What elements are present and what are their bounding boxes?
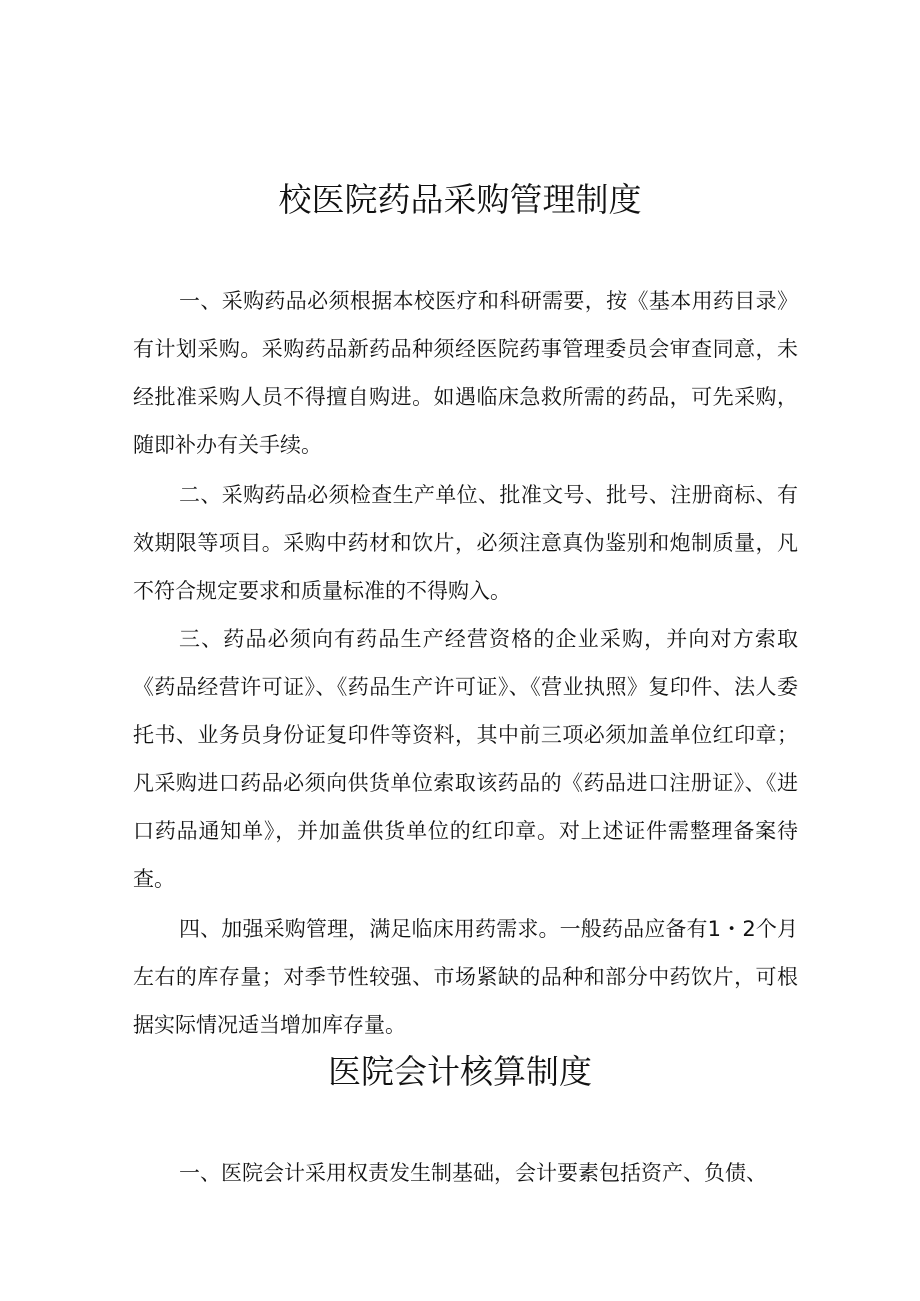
paragraph-accounting-1: 一、医院会计采用权责发生制基础，会计要素包括资产、负债、 bbox=[179, 1161, 767, 1185]
paragraph-3: 三、药品必须向有药品生产经营资格的企业采购，并向对方索取《药品经营许可证》、《药品生产许可证》、《营业执照》复印件、法人委托书、业务员身份证复印件等资料，其中前三项必须加盖单位红印章；凡采购进口药品必须向供货单位索取该药品的《药品进口注册证》、《进口药品通知单》，并加盖供货单位的红印章。对上述证件需整理备案待查。 bbox=[133, 627, 798, 891]
paragraph-2: 二、采购药品必须检查生产单位、批准文号、批号、注册商标、有效期限等项目。采购中药材和饮片，必须注意真伪鉴别和炮制质量，凡不符合规定要求和质量标准的不得购入。 bbox=[133, 483, 798, 603]
document-title-drug-procurement: 校医院药品采购管理制度 bbox=[278, 180, 642, 219]
document-title-accounting: 医院会计核算制度 bbox=[328, 1052, 592, 1091]
paragraph-1: 一、采购药品必须根据本校医疗和科研需要，按《基本用药目录》有计划采购。采购药品新药品种须经医院药事管理委员会审查同意，未经批准采购人员不得擅自购进。如遇临床急救所需的药品，可先采购，随即补办有关手续。 bbox=[133, 289, 798, 457]
paragraph-4: 四、加强采购管理，满足临床用药需求。一般药品应备有1・2个月左右的库存量；对季节性较强、市场紧缺的品种和部分中药饮片，可根据实际情况适当增加库存量。 bbox=[133, 917, 798, 1037]
